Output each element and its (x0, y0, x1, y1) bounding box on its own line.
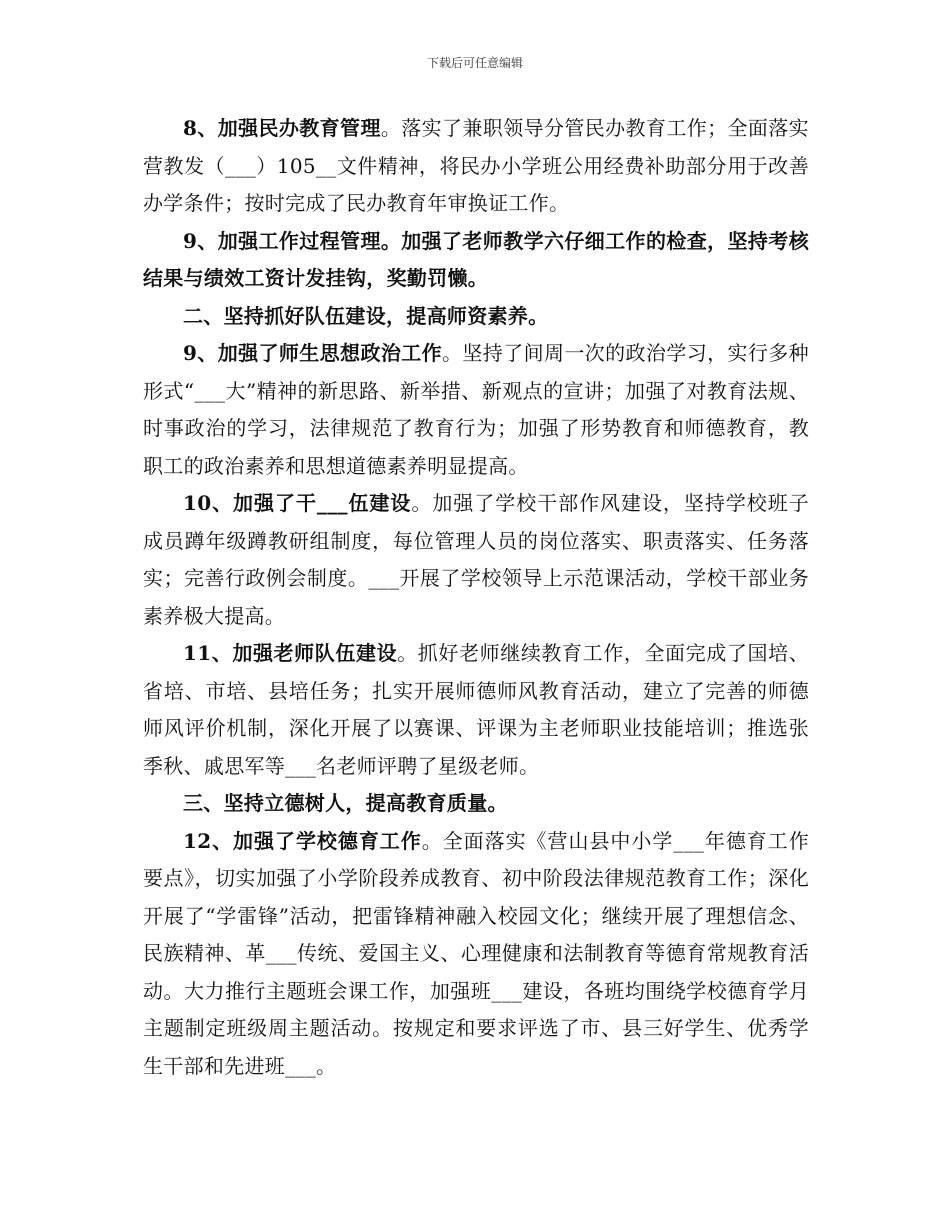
section-heading-2 (143, 298, 809, 336)
paragraph-heading: 11、加强老师队伍建设 (183, 641, 398, 665)
paragraph-9-political-work (143, 335, 809, 485)
paragraph-11-teacher-building (143, 635, 809, 785)
section-heading: 二、坚持抓好队伍建设，提高师资素养。 (183, 303, 549, 328)
section-heading-3 (143, 785, 809, 823)
section-heading: 三、坚持立德树人，提高教育质量。 (183, 791, 508, 815)
paragraph-text: 。坚持了间周一次的政治学习，实行多种形式“___大”精神的新思路、新举措、新观点的宣讲；加强了对教育法规、时事政治的学习，法律规范了教育行为；加强了形势教育和师德教育，教职工的政治素养和思想道德素养明显提高。 (143, 341, 809, 478)
page-header: 下载后可任意编辑 (426, 56, 523, 70)
paragraph-12-moral-education (143, 823, 809, 1086)
document-body (143, 110, 809, 1085)
paragraph-8-private-education (143, 110, 809, 223)
paragraph-text: 。全面落实《营山县中小学___年德育工作要点》，切实加强了小学阶段养成教育、初中阶段法律规范教育工作；深化开展了“学雷锋”活动，把雷锋精神融入校园文化；继续开展了理想信念、民族精神、革___传统、爱国主义、心理健康和法制教育等德育常规教育活动。大力推行主题班会课工作，加强班___建设，各班均围绕学校德育学月主题制定班级周主题活动。按规定和要求评选了市、县三好学生、优秀学生干部和先进班___。 (143, 828, 810, 1078)
paragraph-heading: 9、加强工作过程管理。加强了老师教学六仔细工作的检查，坚持考核结果与绩效工资计发挂钩，奖勤罚懒。 (143, 228, 809, 290)
paragraph-10-cadre-building (143, 485, 809, 635)
paragraph-text: 。落实了兼职领导分管民办教育工作；全面落实营教发（___）105__文件精神，将民办小学班公用经费补助部分用于改善办学条件；按时完成了民办教育年审换证工作。 (143, 116, 809, 215)
paragraph-text: 。加强了学校干部作风建设，坚持学校班子成员蹲年级蹲教研组制度，每位管理人员的岗位落实、职责落实、任务落实；完善行政例会制度。___开展了学校领导上示范课活动，学校干部业务素养极大提高。 (143, 491, 810, 628)
paragraph-text: 。抓好老师继续教育工作，全面完成了国培、省培、市培、县培任务；扎实开展师德师风教育活动，建立了完善的师德师风评价机制，深化开展了以赛课、评课为主老师职业技能培训；推选张季秋、戚思军等___名老师评聘了星级老师。 (143, 641, 809, 778)
paragraph-heading: 12、加强了学校德育工作 (183, 828, 422, 853)
paragraph-9-process-management (143, 223, 809, 298)
paragraph-heading: 9、加强了师生思想政治工作 (183, 341, 443, 365)
paragraph-heading: 10、加强了干___伍建设 (183, 491, 412, 515)
paragraph-heading: 8、加强民办教育管理 (183, 116, 381, 140)
